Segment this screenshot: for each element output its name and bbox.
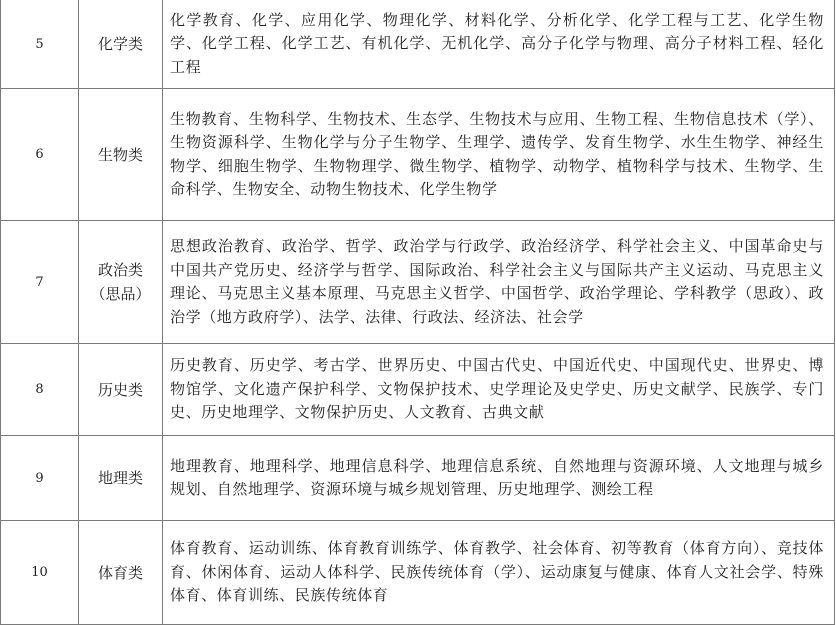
- table-row: [1, 344, 835, 436]
- row-number: 8: [1, 344, 79, 436]
- row-number: 10: [1, 521, 79, 625]
- majors-list: 历史教育、历史学、考古学、世界历史、中国古代史、中国近代史、中国现代史、世界史、博物馆学、文化遗产保护科学、文物保护技术、史学理论及史学史、历史文献学、民族学、专门史、历史地理学、文物保护历史、人文教育、古典文献: [163, 344, 835, 436]
- row-number: 6: [1, 89, 79, 221]
- table-row: [1, 0, 835, 89]
- category-name: 化学类: [97, 35, 143, 53]
- majors-list: 地理教育、地理科学、地理信息科学、地理信息系统、自然地理与资源环境、人文地理与城乡规划、自然地理学、资源环境与城乡规划管理、历史地理学、测绘工程: [163, 436, 835, 521]
- category-name: 生物类: [97, 145, 143, 164]
- category-cell: [79, 436, 163, 521]
- majors-list: 体育教育、运动训练、体育教育训练学、体育教学、社会体育、初等教育（体育方向）、竞技体育、休闲体育、运动人体科学、民族传统体育（学）、运动康复与健康、体育人文社会学、特殊体育、体育训练、民族传统体育: [163, 521, 835, 625]
- category-cell: [79, 521, 163, 625]
- row-number: 7: [1, 221, 79, 344]
- table-row: [1, 221, 835, 344]
- category-name: 政治类: [97, 261, 143, 279]
- row-number: 9: [1, 436, 79, 521]
- majors-list: 生物教育、生物科学、生物技术、生态学、生物技术与应用、生物工程、生物信息技术（学）、生物资源科学、生物化学与分子生物学、生理学、遗传学、发育生物学、水生生物学、神经生物学、细胞生物学、生物物理学、微生物学、植物学、动物学、植物科学与技术、生物学、生命科学、生物安全、动物生物技术、化学生物学: [163, 89, 835, 221]
- category-subname: （思品）: [90, 285, 151, 303]
- category-name: 历史类: [97, 380, 143, 399]
- table-row: [1, 436, 835, 521]
- row-number: 5: [1, 0, 79, 89]
- category-cell: [79, 221, 163, 344]
- category-cell: [79, 89, 163, 221]
- category-cell: [79, 344, 163, 436]
- category-name: 体育类: [97, 563, 143, 582]
- category-cell: [79, 0, 163, 89]
- table-row: [1, 89, 835, 221]
- category-name: 地理类: [97, 469, 143, 487]
- majors-list: 化学教育、化学、应用化学、物理化学、材料化学、分析化学、化学工程与工艺、化学生物学、化学工程、化学工艺、有机化学、无机化学、高分子化学与物理、高分子材料工程、轻化工程: [163, 0, 835, 89]
- majors-list: 思想政治教育、政治学、哲学、政治学与行政学、政治经济学、科学社会主义、中国革命史与中国共产党历史、经济学与哲学、国际政治、科学社会主义与国际共产主义运动、马克思主义理论、马克思主义基本原理、马克思主义哲学、中国哲学、政治学理论、学科教学（思政）、政治学（地方政府学）、法学、法律、行政法、经济法、社会学: [163, 221, 835, 344]
- table-row: [1, 521, 835, 625]
